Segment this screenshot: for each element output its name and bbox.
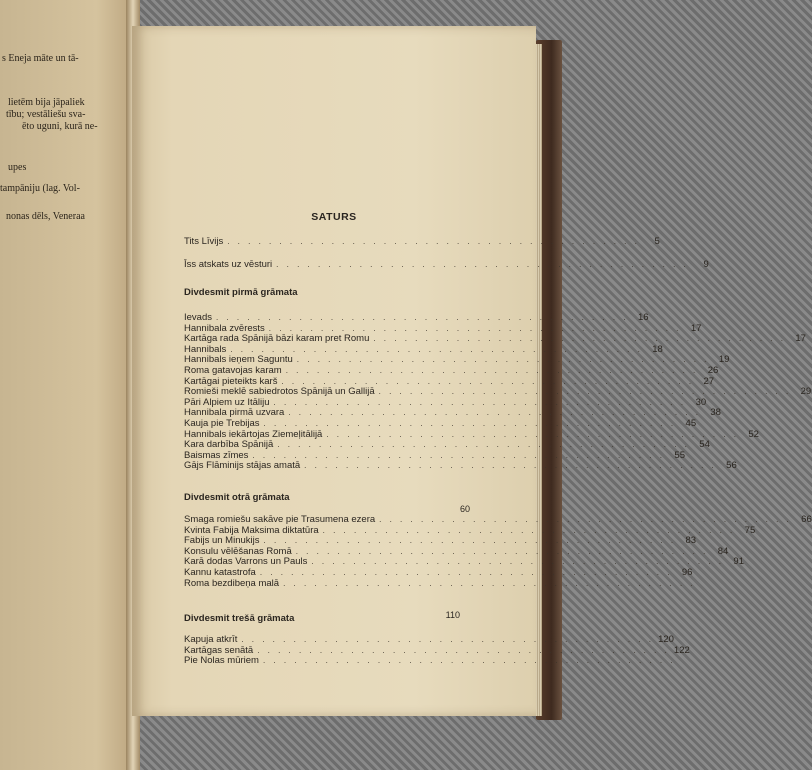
toc-entry [184,577,696,590]
entry-page: 38 [710,407,721,419]
entry-page: 26 [707,365,719,376]
entry-page: 18 [652,343,663,355]
entry-page: 45 [685,418,697,429]
left-page-line: lietēm bija jāpaliek [8,97,85,108]
entry-page: 17 [795,333,806,345]
entry-label: Tits Līvijs [184,236,224,247]
entry-page: 29 [800,386,812,398]
entry-page: 122 [673,644,690,656]
leader-dots: . . . . . . . . . . . . . . . . . . . . . . . . . . . . . . . . . . . . . . . . [296,355,710,365]
entry-label: Konsulu vēlēšanas Romā [184,545,292,557]
left-page [0,0,138,770]
left-page-line: s Eneja māte un tā- [2,53,79,64]
leader-dots: . . . . . . . . . . . . . . . . . . . . . . . . . . . . . . . . . . . . . . . . [227,237,640,246]
left-page-line: upes [8,162,27,173]
entry-label: Kapuja atkrīt [184,634,238,645]
entry-page: 5 [654,236,660,247]
leader-dots: . . . . . . . . . . . . . . . . . . . . . . . . . . . . . . . . . . . . . . . . [241,635,654,644]
section-heading: Divdesmit trešā grāmata [184,613,295,624]
leader-dots: . . . . . . . . . . . . . . . . . . . . . . . . . . . . . . . . . . . . . . . . [259,568,673,577]
entry-label: Īss atskats uz vēsturi [184,259,273,270]
leader-dots: . . . . . . . . . . . . . . . . . . . . . . . . . . . . . . . . . . . . . . . . [295,546,709,556]
entry-label: Kartāgas senātā [184,644,254,656]
entry-page: 84 [717,545,729,557]
leader-dots: . . . . . . . . . . . . . . . . . . . . . . . . . . . . . . . . . . . . . . . . [263,536,677,546]
left-page-line: nonas dēls, Veneraa [6,211,85,222]
entry-label: Kartāga rada Spānijā bāzi karam pret Romu [184,333,370,345]
entry-page: 55 [674,449,685,461]
entry-page: 54 [699,439,710,451]
entry-label: Pie Nolas mūriem [184,655,259,667]
entry-page: 66 [801,514,812,525]
entry-label: Hannibala zvērests [184,322,265,334]
entry-label: Fabijs un Minukijs [184,535,260,547]
entry-label: Smaga romiešu sakāve pie Trasumena ezera [184,514,376,525]
leader-dots: . . . . . . . . . . . . . . . . . . . . . . . . . . . . . . . . . . . . . . . . [378,387,792,397]
entry-label: Kauja pie Trebijas [184,418,260,429]
section-first-page: 110 [445,610,460,620]
entry-page: 16 [638,312,649,323]
entry-page: 19 [718,354,730,366]
section-heading: Divdesmit pirmā grāmata [184,287,298,298]
leader-dots: . . . . . . . . . . . . . . . . . . . . . . . . . . . . . . . . . . . . . . . . [252,450,665,460]
leader-dots: . . . . . . . . . . . . . . . . . . . . . . . . . . . . . . . . . . . . . . . . [373,334,786,344]
leader-dots: . . . . . . . . . . . . . . . . . . . . . . . . . . . . . . . . . . . . . . . . [379,515,792,524]
leader-dots: . . . . . . . . . . . . . . . . . . . . . . . . . . . . . . . . . . . . . . . . [276,260,689,269]
leader-dots: . . . . . . . . . . . . . . . . . . . . . . . . . . . . . . . . . . . . . . . . [304,461,717,471]
leader-dots: . . . . . . . . . . . . . . . . . . . . . . . . . . . . . . . . . . . . . . . . [230,344,643,354]
entry-page: 17 [690,322,702,334]
entry-label: Hannibals iekārtojas Ziemeļitālijā [184,428,323,440]
leader-dots: . . . . . . . . . . . . . . . . . . . . . . . . . . . . . . . . . . . . . . . . [277,440,690,450]
entry-label: Pāri Alpiem uz Itāliju [184,396,270,408]
leader-dots: . . . . . . . . . . . . . . . . . . . . . . . . . . . . . . . . . . . . . . . . [288,408,701,418]
leader-dots: . . . . . . . . . . . . . . . . . . . . . . . . . . . . . . . . . . . . . . . . [283,578,696,588]
toc-entry [184,259,709,271]
entry-label: Kartāgai pieteikts karš [184,375,278,387]
entry-page: 83 [685,535,697,547]
toc-page [132,26,812,716]
left-page-line: tību; vestāliešu sva- [6,109,86,120]
toc-entry [184,655,676,667]
entry-label: Roma gatavojas karam [184,365,282,376]
entry-page: 91 [733,556,744,568]
entry-page: 27 [703,375,715,387]
section-heading: Divdesmit otrā grāmata [184,492,290,503]
leader-dots: . . . . . . . . . . . . . . . . . . . . . . . . . . . . . . . . . . . . . . . . [216,313,629,322]
entry-label: Roma bezdibeņa malā [184,577,280,589]
entry-label: Kannu katastrofa [184,567,256,578]
entry-label: Gājs Flāminijs stājas amatā [184,460,301,472]
entry-page: 56 [726,460,737,472]
entry-page: 120 [658,634,674,645]
leader-dots: . . . . . . . . . . . . . . . . . . . . . . . . . . . . . . . . . . . . . . . . [311,557,724,567]
leader-dots: . . . . . . . . . . . . . . . . . . . . . . . . . . . . . . . . . . . . . . . . [322,525,736,535]
entry-label: Karā dodas Varrons un Pauls [184,556,308,568]
toc-title: SATURS [311,211,357,223]
entry-page: 52 [748,428,759,440]
left-page-line: ēto uguni, kurā ne- [22,121,98,132]
entry-label: Kara darbība Spānijā [184,439,274,451]
entry-page: 30 [695,396,707,408]
entry-page: 96 [681,567,693,578]
toc-entry [184,236,660,248]
entry-label: Romieši meklē sabiedrotos Spānijā un Gallijā [184,386,375,398]
leader-dots: . . . . . . . . . . . . . . . . . . . . . . . . . . . . . . . . . . . . . . . . [257,645,670,655]
leader-dots: . . . . . . . . . . . . . . . . . . . . . . . . . . . . . . . . . . . . . . . . [285,366,699,375]
leader-dots: . . . . . . . . . . . . . . . . . . . . . . . . . . . . . . . . . . . . . . . . [268,323,682,333]
left-page-line: tampāniju (lag. Vol- [0,183,80,194]
entry-label: Baismas zīmes [184,449,249,461]
entry-label: Kvinta Fabija Maksima diktatūra [184,524,319,536]
leader-dots: . . . . . . . . . . . . . . . . . . . . . . . . . . . . . . . . . . . . . . . . [273,397,687,407]
entry-label: Ievads [184,312,212,323]
entry-label: Hannibals [184,343,227,355]
entry-page: 75 [744,524,756,536]
section-first-page: 60 [459,504,470,514]
leader-dots: . . . . . . . . . . . . . . . . . . . . . . . . . . . . . . . . . . . . . . . . [281,376,695,386]
leader-dots: . . . . . . . . . . . . . . . . . . . . . . . . . . . . . . . . . . . . . . . . [263,419,677,428]
leader-dots: . . . . . . . . . . . . . . . . . . . . . . . . . . . . . . . . . . . . . . . . [262,656,676,666]
entry-label: Hannibala pirmā uzvara [184,407,285,419]
entry-label: Hannibals ieņem Saguntu [184,354,293,366]
entry-page: 9 [703,259,709,270]
toc-entry [184,460,737,472]
leader-dots: . . . . . . . . . . . . . . . . . . . . . . . . . . . . . . . . . . . . . . . . [326,429,739,439]
